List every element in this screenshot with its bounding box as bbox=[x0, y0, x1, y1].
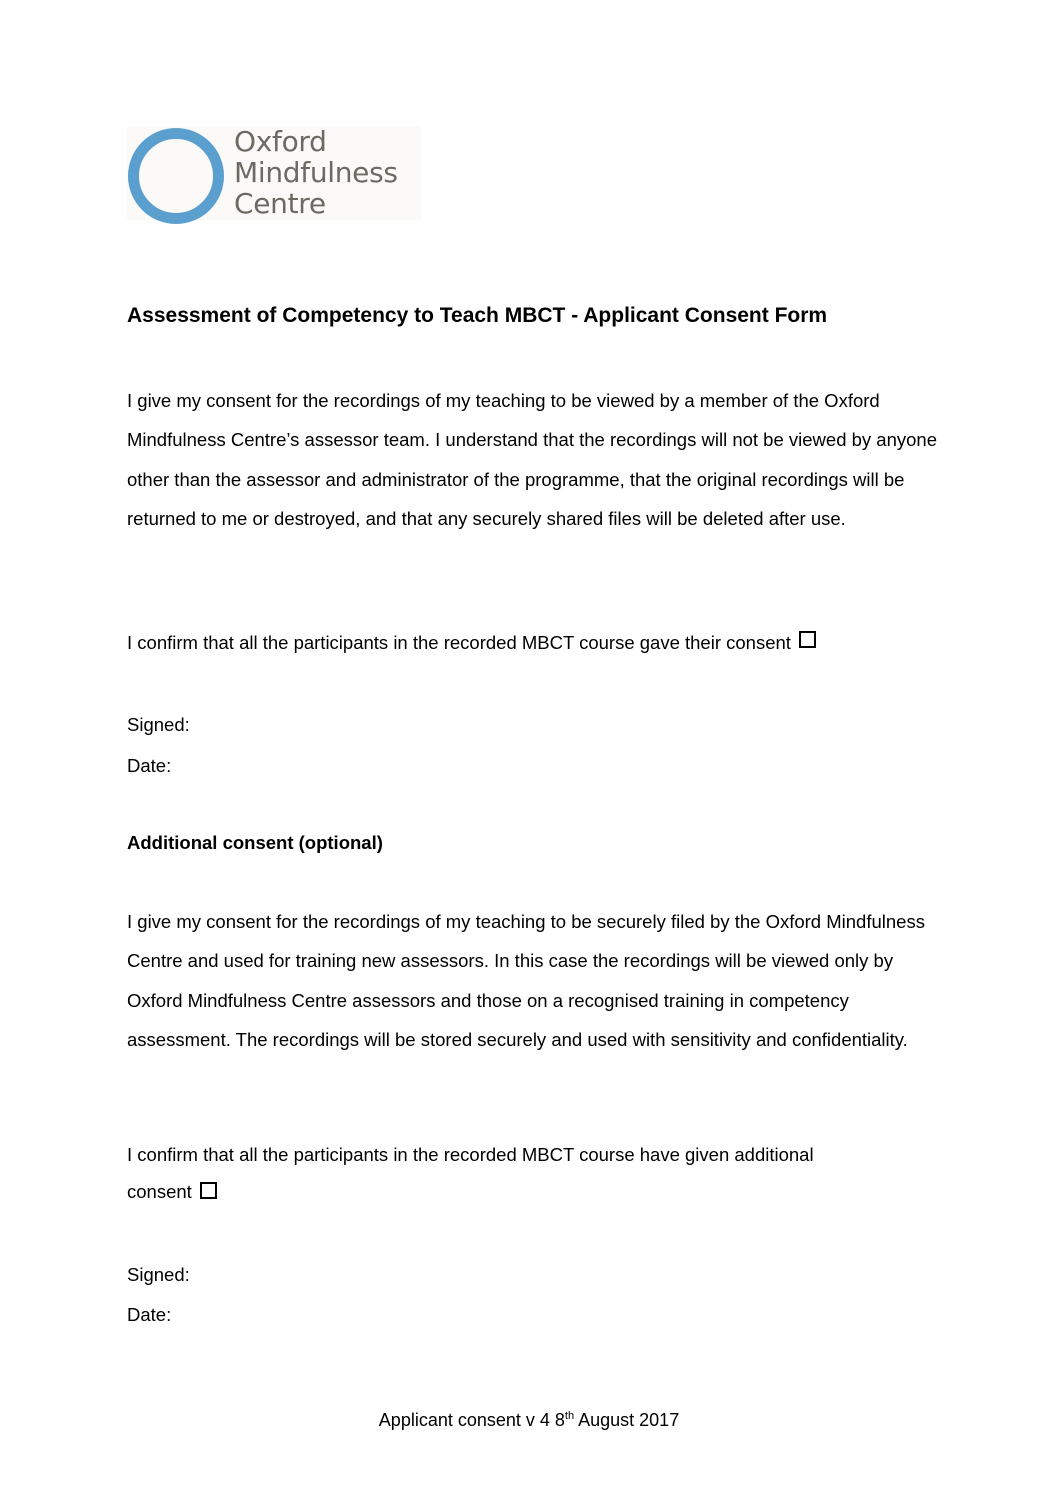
logo-line-1: Oxford bbox=[234, 125, 327, 158]
footer-date-suffix: th bbox=[564, 1410, 575, 1422]
logo-line-3: Centre bbox=[234, 187, 326, 220]
logo-line-2: Mindfulness bbox=[234, 156, 398, 189]
footer-date: August 2017 bbox=[574, 1410, 680, 1430]
page-footer bbox=[0, 1410, 1058, 1431]
date-label: Date: bbox=[127, 755, 172, 776]
additional-confirmation-line-2 bbox=[127, 1181, 217, 1203]
additional-date-label: Date: bbox=[127, 1304, 172, 1325]
additional-consent-heading: Additional consent (optional) bbox=[127, 832, 383, 853]
additional-confirmation-line-1: I confirm that all the participants in the recorded MBCT course have given additional bbox=[127, 1144, 814, 1165]
consent-confirmation bbox=[127, 631, 816, 654]
form-title: Assessment of Competency to Teach MBCT - Applicant Consent Form bbox=[127, 304, 828, 327]
footer-version: Applicant consent v 4 8 bbox=[378, 1410, 565, 1430]
oxford-mindfulness-centre-logo bbox=[127, 126, 421, 220]
additional-consent-paragraph: I give my consent for the recordings of my teaching to be securely filed by the Oxford Mindfulness Centre and used for training new assessors. In this case the recordings will be viewed only by Oxford Mindfulness Centre assessors and those on a recognised training in competency assessment. The recordings will be stored securely and used with sensitivity and confidentiality. bbox=[127, 911, 925, 1050]
logo-ring-icon bbox=[128, 128, 224, 224]
consent-checkbox[interactable] bbox=[799, 631, 816, 648]
additional-signed-label: Signed: bbox=[127, 1264, 190, 1285]
signed-label: Signed: bbox=[127, 714, 190, 735]
additional-consent-checkbox[interactable] bbox=[200, 1182, 217, 1199]
consent-confirmation-text: I confirm that all the participants in the recorded MBCT course gave their consent bbox=[127, 632, 791, 653]
additional-confirmation-text: consent bbox=[127, 1181, 192, 1202]
logo-wordmark bbox=[234, 126, 398, 219]
consent-paragraph: I give my consent for the recordings of my teaching to be viewed by a member of the Oxford Mindfulness Centre’s assessor team. I understand that the recordings will not be viewed by anyone other than the assessor and administrator of the programme, that the original recordings will be returned to me or destroyed, and that any securely shared files will be deleted after use. bbox=[127, 390, 937, 529]
